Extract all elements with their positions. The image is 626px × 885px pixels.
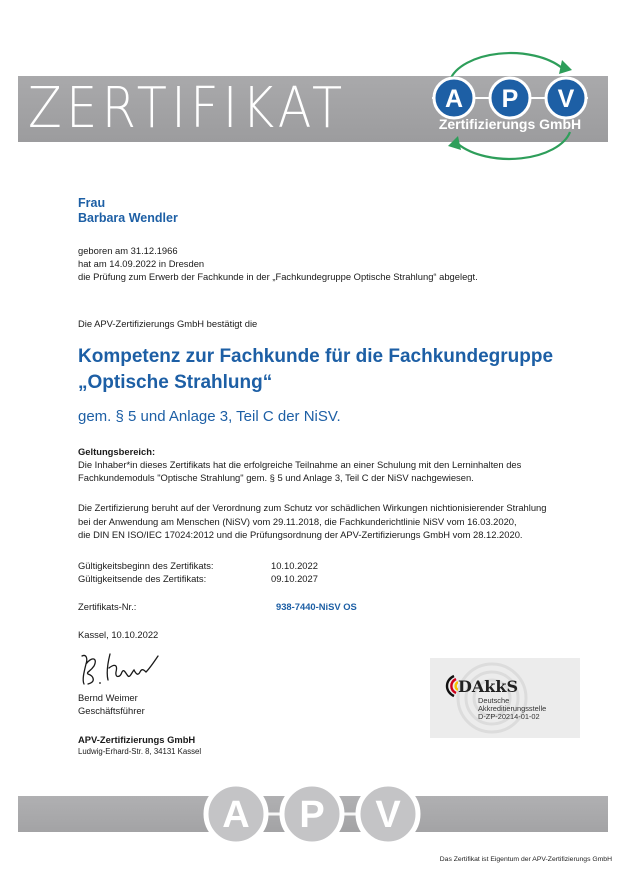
handwritten-signature [76,650,172,690]
confirmation-line: Die APV-Zertifizierungs GmbH bestätigt die [78,318,258,329]
footer-ownership-note: Das Zertifikat ist Eigentum der APV-Zertifizierungs GmbH [439,856,612,863]
dakks-line-2: Akkreditierungsstelle [478,704,547,713]
headline-line-2: „Optische Strahlung“ [78,372,273,393]
valid-from-value: 10.10.2022 [271,560,318,571]
recipient-name: Barbara Wendler [78,211,178,225]
signer-name: Bernd Weimer [78,692,138,703]
headline-subline: gem. § 5 und Anlage 3, Teil C der NiSV. [78,408,341,425]
apv-logo [412,40,608,172]
logo-letter-v: V [557,85,575,113]
logo-subtitle: Zertifizierungs GmbH [438,116,582,132]
birth-date-line: geboren am 31.12.1966 [78,245,178,256]
certificate-number-value: 938-7440-NiSV OS [276,601,357,612]
apv-watermark-logo [196,778,428,850]
valid-to-value: 09.10.2027 [271,573,318,584]
logo-letter-a: A [444,85,464,113]
scope-text-line-2: Fachkundemoduls "Optische Strahlung" gem. § 5 und Anlage 3, Teil C der NiSV nachgewiesen. [78,472,474,483]
scope-heading: Geltungsbereich: [78,446,156,457]
scope-text-line-1: Die Inhaber*in dieses Zertifikats hat die erfolgreiche Teilnahme an einer Schulung mit den Lerninhalten des [78,459,522,470]
dakks-brand: DAkkS [458,677,519,696]
headline-line-1: Kompetenz zur Fachkunde für die Fachkundegruppe [78,346,554,367]
watermark-letter-a: A [222,794,250,836]
logo-letter-p: P [501,85,519,113]
basis-text-line-1: Die Zertifizierung beruht auf der Verordnung zum Schutz vor schädlichen Wirkungen nichtionisierender Strahlung [78,502,547,513]
exam-date-line: hat am 14.09.2022 in Dresden [78,258,205,269]
dakks-flag-icon [438,674,458,698]
signer-role: Geschäftsführer [78,705,145,716]
dakks-line-1: Deutsche [478,696,510,705]
certificate-title: ZERTIFIKAT [28,76,347,141]
certificate-number-label: Zertifikats-Nr.: [78,601,137,612]
basis-text-line-3: die DIN EN ISO/IEC 17024:2012 und die Prüfungsordnung der APV-Zertifizierungs GmbH vom 28.12.2020. [78,529,523,540]
dakks-accreditation-number: D-ZP-20214-01-02 [478,712,540,721]
valid-to-label: Gültigkeitsende des Zertifikats: [78,573,207,584]
valid-from-label: Gültigkeitsbeginn des Zertifikats: [78,560,214,571]
watermark-letter-p: P [299,794,325,836]
company-address: Ludwig-Erhard-Str. 8, 34131 Kassel [78,747,202,756]
basis-text-line-2: bei der Anwendung am Menschen (NiSV) vom 29.11.2018, die Fachkunderichtlinie NiSV vom 16.03.2020, [78,516,517,527]
recipient-salutation: Frau [78,196,106,210]
company-name: APV-Zertifizierungs GmbH [78,734,196,745]
exam-description: die Prüfung zum Erwerb der Fachkunde in der „Fachkundegruppe Optische Strahlung“ abgelegt. [78,271,478,282]
place-and-date: Kassel, 10.10.2022 [78,629,159,640]
watermark-letter-v: V [375,794,401,836]
dakks-accreditation-badge [430,658,580,738]
